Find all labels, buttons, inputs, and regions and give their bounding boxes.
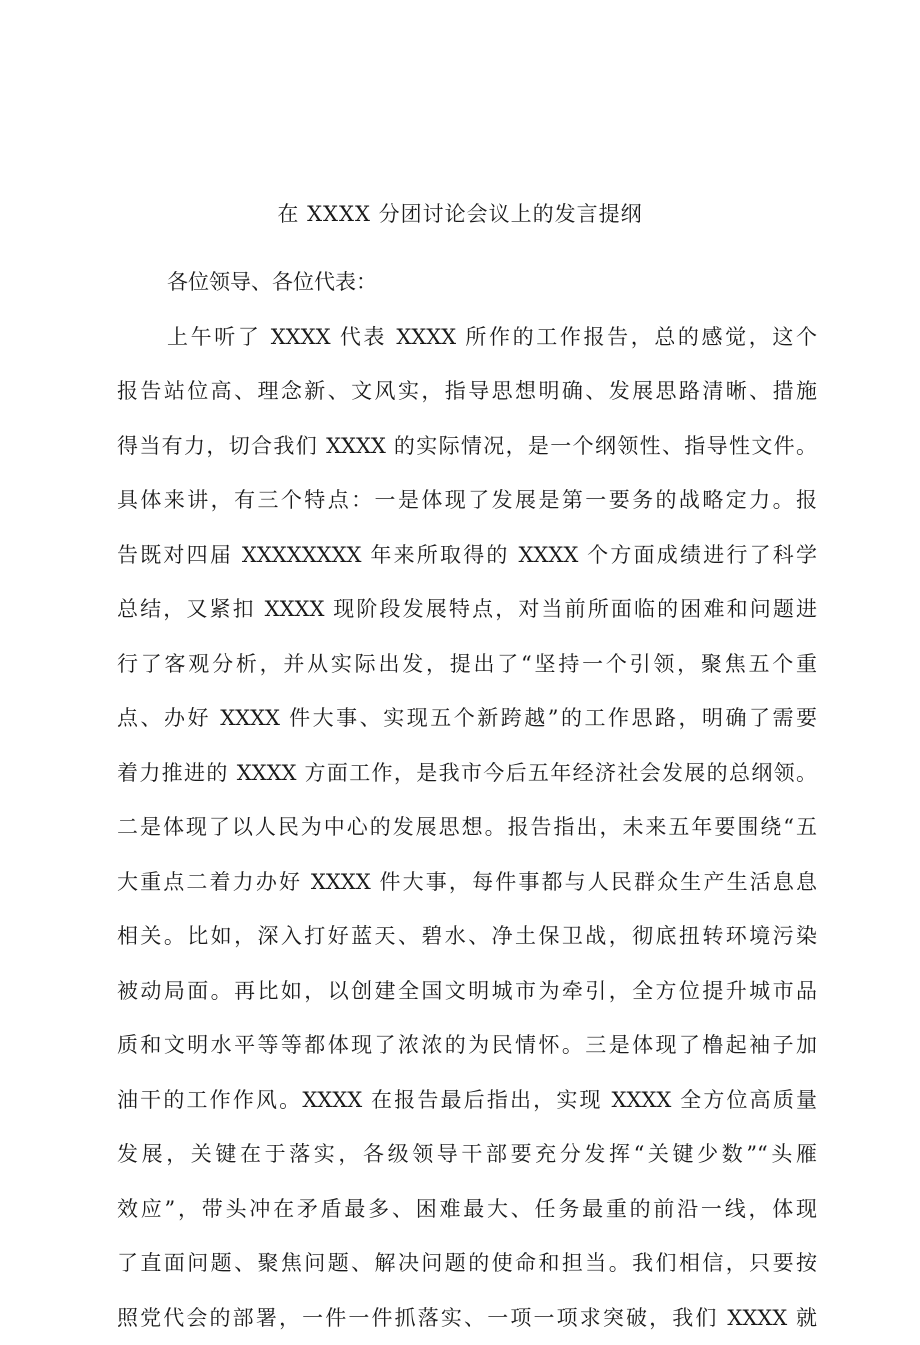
paragraph-line: 点、办好 XXXX 件大事、实现五个新跨越”的工作思路，明确了需要: [117, 691, 817, 746]
paragraph-line: 总结，又紧扣 XXXX 现阶段发展特点，对当前所面临的困难和问题进: [117, 582, 817, 637]
paragraph-line: 照党代会的部署，一件一件抓落实、一项一项求突破，我们 XXXX 就: [117, 1291, 817, 1345]
paragraph-line: 质和文明水平等等都体现了浓浓的为民情怀。三是体现了橹起袖子加: [117, 1018, 817, 1073]
paragraph-line: 效应”，带头冲在矛盾最多、困难最大、任务最重的前沿一线，体现: [117, 1182, 817, 1237]
document-body: [117, 255, 817, 1345]
paragraph-line: 二是体现了以人民为中心的发展思想。报告指出，未来五年要围绕“五: [117, 800, 817, 855]
paragraph-line: 具体来讲，有三个特点：一是体现了发展是第一要务的战略定力。报: [117, 473, 817, 528]
paragraph-line: 报告站位高、理念新、文风实，指导思想明确、发展思路清晰、措施: [117, 364, 817, 419]
paragraph-line: 大重点二着力办好 XXXX 件大事，每件事都与人民群众生产生活息息: [117, 855, 817, 910]
paragraph-line: 着力推进的 XXXX 方面工作，是我市今后五年经济社会发展的总纲领。: [117, 746, 817, 801]
paragraph-line: 油干的工作作风。XXXX 在报告最后指出，实现 XXXX 全方位高质量: [117, 1073, 817, 1128]
salutation: 各位领导、各位代表：: [117, 255, 817, 310]
paragraph-line: 发展，关键在于落实，各级领导干部要充分发挥“关键少数”“头雁: [117, 1127, 817, 1182]
paragraph-line: 相关。比如，深入打好蓝天、碧水、净土保卫战，彻底扭转环境污染: [117, 909, 817, 964]
paragraph-line: 告既对四届 XXXXXXXX 年来所取得的 XXXX 个方面成绩进行了科学: [117, 528, 817, 583]
paragraph-line: 得当有力，切合我们 XXXX 的实际情况，是一个纲领性、指导性文件。: [117, 419, 817, 474]
document-title: 在 XXXX 分团讨论会议上的发言提纲: [0, 198, 920, 230]
paragraph-line: 被动局面。再比如，以创建全国文明城市为牵引，全方位提升城市品: [117, 964, 817, 1019]
paragraph-line: 行了客观分析，并从实际出发，提出了“坚持一个引领，聚焦五个重: [117, 637, 817, 692]
paragraph-line: 了直面问题、聚焦问题、解决问题的使命和担当。我们相信，只要按: [117, 1236, 817, 1291]
paragraph-line: 上午听了 XXXX 代表 XXXX 所作的工作报告，总的感觉，这个: [117, 310, 817, 365]
